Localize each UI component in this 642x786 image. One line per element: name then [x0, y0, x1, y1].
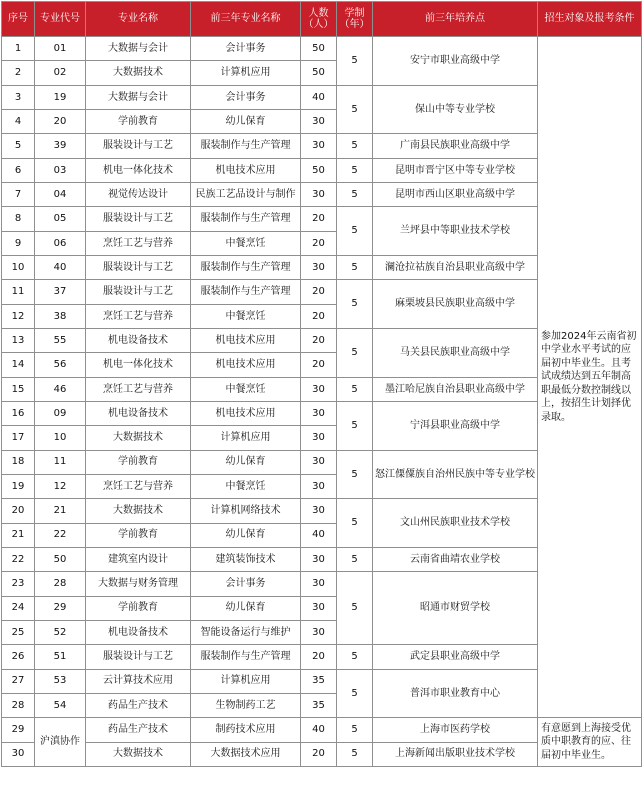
major-code: 05	[35, 207, 86, 231]
row-number: 13	[2, 328, 35, 352]
major-name: 大数据技术	[86, 426, 191, 450]
prev-major-name: 机电技术应用	[191, 353, 301, 377]
major-code: 09	[35, 401, 86, 425]
training-school: 上海市医药学校	[373, 718, 538, 742]
major-name: 学前教育	[86, 450, 191, 474]
prev-major-name: 生物制药工艺	[191, 693, 301, 717]
major-code: 56	[35, 353, 86, 377]
prev-major-name: 计算机网络技术	[191, 499, 301, 523]
header-count: 人数（人）	[301, 2, 337, 37]
major-name: 药品生产技术	[86, 693, 191, 717]
row-number: 12	[2, 304, 35, 328]
major-name: 大数据技术	[86, 61, 191, 85]
prev-major-name: 幼儿保育	[191, 450, 301, 474]
prev-major-name: 大数据技术应用	[191, 742, 301, 766]
study-years: 5	[337, 207, 373, 256]
enroll-count: 40	[301, 523, 337, 547]
enroll-count: 30	[301, 109, 337, 133]
training-school: 宁洱县职业高级中学	[373, 401, 538, 450]
major-code: 11	[35, 450, 86, 474]
major-code: 22	[35, 523, 86, 547]
major-name: 烹饪工艺与营养	[86, 231, 191, 255]
prev-major-name: 智能设备运行与维护	[191, 620, 301, 644]
prev-major-name: 计算机应用	[191, 61, 301, 85]
header-row	[2, 2, 642, 37]
training-school: 武定县职业高级中学	[373, 645, 538, 669]
major-code: 46	[35, 377, 86, 401]
major-code: 52	[35, 620, 86, 644]
prev-major-name: 服装制作与生产管理	[191, 255, 301, 279]
study-years: 5	[337, 328, 373, 377]
row-number: 23	[2, 572, 35, 596]
study-years: 5	[337, 572, 373, 645]
enroll-count: 20	[301, 280, 337, 304]
major-name: 大数据技术	[86, 499, 191, 523]
prev-major-name: 机电技术应用	[191, 401, 301, 425]
major-code: 29	[35, 596, 86, 620]
enrollment-table	[1, 1, 642, 767]
row-number: 15	[2, 377, 35, 401]
row-number: 9	[2, 231, 35, 255]
major-name: 服装设计与工艺	[86, 255, 191, 279]
row-number: 22	[2, 547, 35, 571]
enroll-count: 50	[301, 158, 337, 182]
study-years: 5	[337, 134, 373, 158]
row-number: 11	[2, 280, 35, 304]
prev-major-name: 服装制作与生产管理	[191, 207, 301, 231]
training-school: 昭通市财贸学校	[373, 572, 538, 645]
major-code: 53	[35, 669, 86, 693]
prev-major-name: 计算机应用	[191, 426, 301, 450]
study-years: 5	[337, 547, 373, 571]
row-number: 27	[2, 669, 35, 693]
prev-major-name: 中餐烹饪	[191, 304, 301, 328]
table-body	[2, 37, 642, 767]
study-years: 5	[337, 645, 373, 669]
enroll-count: 30	[301, 182, 337, 206]
row-number: 21	[2, 523, 35, 547]
enroll-count: 35	[301, 669, 337, 693]
table-row	[2, 37, 642, 61]
enroll-count: 30	[301, 134, 337, 158]
table-row	[2, 718, 642, 742]
enroll-count: 40	[301, 85, 337, 109]
major-name: 云计算技术应用	[86, 669, 191, 693]
major-name: 机电一体化技术	[86, 158, 191, 182]
major-name: 大数据与会计	[86, 85, 191, 109]
row-number: 2	[2, 61, 35, 85]
enroll-count: 30	[301, 474, 337, 498]
enroll-count: 20	[301, 353, 337, 377]
major-code: 28	[35, 572, 86, 596]
study-years: 5	[337, 158, 373, 182]
enroll-count: 20	[301, 207, 337, 231]
training-school: 马关县民族职业高级中学	[373, 328, 538, 377]
header-conditions: 招生对象及报考条件	[538, 2, 642, 37]
major-name: 服装设计与工艺	[86, 207, 191, 231]
row-number: 5	[2, 134, 35, 158]
enroll-count: 30	[301, 450, 337, 474]
major-name: 服装设计与工艺	[86, 134, 191, 158]
training-school: 昆明市晋宁区中等专业学校	[373, 158, 538, 182]
major-code: 54	[35, 693, 86, 717]
header-prev-major: 前三年专业名称	[191, 2, 301, 37]
training-school: 文山州民族职业技术学校	[373, 499, 538, 548]
major-name: 视觉传达设计	[86, 182, 191, 206]
prev-major-name: 中餐烹饪	[191, 474, 301, 498]
major-name: 烹饪工艺与营养	[86, 474, 191, 498]
major-code: 12	[35, 474, 86, 498]
training-school: 安宁市职业高级中学	[373, 37, 538, 86]
code-merged-cell: 沪滇协作	[35, 718, 86, 767]
enroll-count: 30	[301, 426, 337, 450]
row-number: 6	[2, 158, 35, 182]
major-name: 烹饪工艺与营养	[86, 377, 191, 401]
study-years: 5	[337, 377, 373, 401]
enroll-count: 30	[301, 620, 337, 644]
row-number: 8	[2, 207, 35, 231]
major-code: 06	[35, 231, 86, 255]
row-number: 4	[2, 109, 35, 133]
training-school: 普洱市职业教育中心	[373, 669, 538, 718]
row-number: 30	[2, 742, 35, 766]
row-number: 25	[2, 620, 35, 644]
prev-major-name: 服装制作与生产管理	[191, 645, 301, 669]
prev-major-name: 计算机应用	[191, 669, 301, 693]
enroll-count: 20	[301, 304, 337, 328]
enroll-count: 30	[301, 377, 337, 401]
study-years: 5	[337, 401, 373, 450]
major-name: 大数据与会计	[86, 37, 191, 61]
enroll-count: 30	[301, 255, 337, 279]
row-number: 24	[2, 596, 35, 620]
major-code: 20	[35, 109, 86, 133]
enroll-count: 20	[301, 645, 337, 669]
enroll-count: 20	[301, 328, 337, 352]
major-code: 03	[35, 158, 86, 182]
study-years: 5	[337, 255, 373, 279]
enroll-count: 50	[301, 61, 337, 85]
major-code: 19	[35, 85, 86, 109]
header-seq: 序号	[2, 2, 35, 37]
row-number: 1	[2, 37, 35, 61]
study-years: 5	[337, 742, 373, 766]
major-name: 服装设计与工艺	[86, 645, 191, 669]
training-school: 保山中等专业学校	[373, 85, 538, 134]
major-code: 04	[35, 182, 86, 206]
prev-major-name: 中餐烹饪	[191, 231, 301, 255]
enroll-count: 50	[301, 37, 337, 61]
training-school: 上海新闻出版职业技术学校	[373, 742, 538, 766]
major-code: 21	[35, 499, 86, 523]
enroll-count: 30	[301, 572, 337, 596]
prev-major-name: 机电技术应用	[191, 328, 301, 352]
prev-major-name: 幼儿保育	[191, 596, 301, 620]
row-number: 16	[2, 401, 35, 425]
prev-major-name: 服装制作与生产管理	[191, 134, 301, 158]
major-code: 01	[35, 37, 86, 61]
row-number: 14	[2, 353, 35, 377]
training-school: 昆明市西山区职业高级中学	[373, 182, 538, 206]
major-code: 39	[35, 134, 86, 158]
admission-conditions: 参加2024年云南省初中学业水平考试的应届初中毕业生。且考试成绩达到五年制高职最低分数控制线以上，按招生计划择优录取。	[538, 37, 642, 718]
study-years: 5	[337, 718, 373, 742]
prev-major-name: 会计事务	[191, 572, 301, 596]
prev-major-name: 中餐烹饪	[191, 377, 301, 401]
header-major: 专业名称	[86, 2, 191, 37]
training-school: 墨江哈尼族自治县职业高级中学	[373, 377, 538, 401]
training-school: 澜沧拉祜族自治县职业高级中学	[373, 255, 538, 279]
major-name: 机电一体化技术	[86, 353, 191, 377]
enroll-count: 30	[301, 547, 337, 571]
training-school: 兰坪县中等职业技术学校	[373, 207, 538, 256]
prev-major-name: 制药技术应用	[191, 718, 301, 742]
major-name: 药品生产技术	[86, 718, 191, 742]
major-name: 服装设计与工艺	[86, 280, 191, 304]
row-number: 19	[2, 474, 35, 498]
prev-major-name: 幼儿保育	[191, 523, 301, 547]
row-number: 3	[2, 85, 35, 109]
row-number: 20	[2, 499, 35, 523]
admission-conditions: 有意愿到上海接受优质中职教育的应、往届初中毕业生。	[538, 718, 642, 767]
major-name: 机电设备技术	[86, 620, 191, 644]
enroll-count: 20	[301, 231, 337, 255]
training-school: 麻栗坡县民族职业高级中学	[373, 280, 538, 329]
row-number: 17	[2, 426, 35, 450]
row-number: 29	[2, 718, 35, 742]
major-code: 02	[35, 61, 86, 85]
major-code: 10	[35, 426, 86, 450]
enroll-count: 30	[301, 401, 337, 425]
prev-major-name: 幼儿保育	[191, 109, 301, 133]
prev-major-name: 会计事务	[191, 37, 301, 61]
major-code: 38	[35, 304, 86, 328]
major-name: 机电设备技术	[86, 401, 191, 425]
study-years: 5	[337, 280, 373, 329]
major-code: 50	[35, 547, 86, 571]
training-school: 怒江傈僳族自治州民族中等专业学校	[373, 450, 538, 499]
study-years: 5	[337, 182, 373, 206]
prev-major-name: 机电技术应用	[191, 158, 301, 182]
prev-major-name: 会计事务	[191, 85, 301, 109]
major-name: 建筑室内设计	[86, 547, 191, 571]
row-number: 10	[2, 255, 35, 279]
study-years: 5	[337, 85, 373, 134]
study-years: 5	[337, 450, 373, 499]
training-school: 广南县民族职业高级中学	[373, 134, 538, 158]
prev-major-name: 民族工艺品设计与制作	[191, 182, 301, 206]
training-school: 云南省曲靖农业学校	[373, 547, 538, 571]
major-name: 烹饪工艺与营养	[86, 304, 191, 328]
header-school: 前三年培养点	[373, 2, 538, 37]
major-name: 大数据与财务管理	[86, 572, 191, 596]
major-code: 40	[35, 255, 86, 279]
row-number: 28	[2, 693, 35, 717]
major-code: 55	[35, 328, 86, 352]
study-years: 5	[337, 37, 373, 86]
major-name: 学前教育	[86, 109, 191, 133]
row-number: 26	[2, 645, 35, 669]
header-code: 专业代号	[35, 2, 86, 37]
enroll-count: 20	[301, 742, 337, 766]
major-code: 37	[35, 280, 86, 304]
header-years: 学制（年）	[337, 2, 373, 37]
major-name: 学前教育	[86, 596, 191, 620]
row-number: 18	[2, 450, 35, 474]
major-code: 51	[35, 645, 86, 669]
prev-major-name: 服装制作与生产管理	[191, 280, 301, 304]
prev-major-name: 建筑装饰技术	[191, 547, 301, 571]
study-years: 5	[337, 669, 373, 718]
major-name: 机电设备技术	[86, 328, 191, 352]
enroll-count: 30	[301, 499, 337, 523]
enroll-count: 30	[301, 596, 337, 620]
major-name: 学前教育	[86, 523, 191, 547]
major-name: 大数据技术	[86, 742, 191, 766]
row-number: 7	[2, 182, 35, 206]
enroll-count: 35	[301, 693, 337, 717]
enroll-count: 40	[301, 718, 337, 742]
study-years: 5	[337, 499, 373, 548]
